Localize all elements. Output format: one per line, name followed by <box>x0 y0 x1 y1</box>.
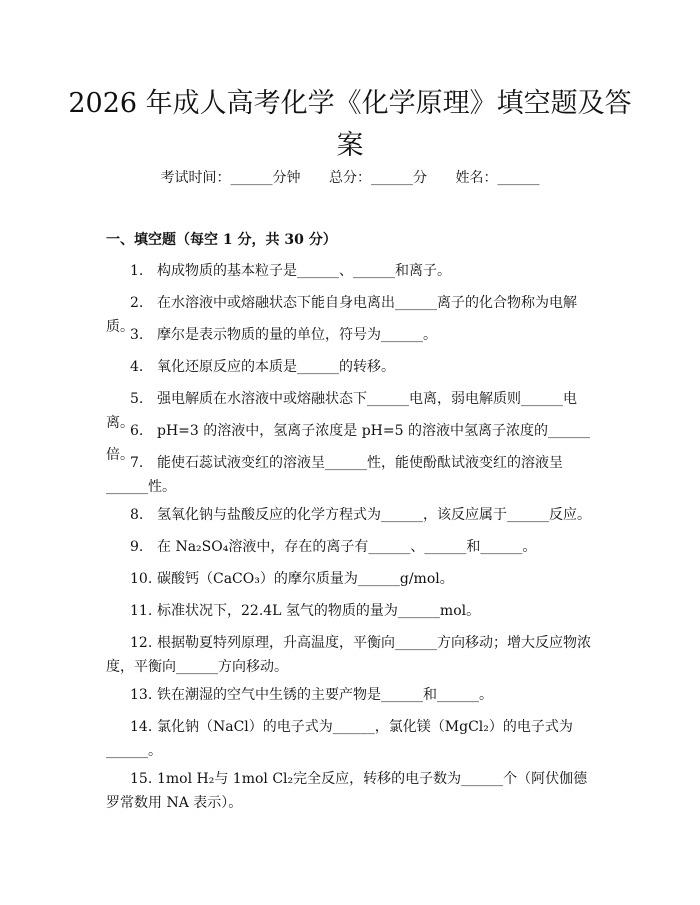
question-11 <box>106 599 600 623</box>
question-12 <box>106 631 600 679</box>
page-title: 2026 年成人高考化学《化学原理》填空题及答案 <box>68 88 632 161</box>
question-number: 10. <box>130 571 153 587</box>
question-7 <box>106 451 600 499</box>
total-score-field: 总分：______分 <box>329 170 427 186</box>
question-number: 4. <box>130 359 144 375</box>
question-1 <box>106 259 600 283</box>
question-text: 氯化钠（NaCl）的电子式为______，氯化镁（MgCl₂）的电子式为______。 <box>106 719 573 759</box>
question-15 <box>106 767 600 815</box>
question-8 <box>106 503 600 527</box>
student-name-field: 姓名：______ <box>455 170 540 186</box>
question-text: 碳酸钙（CaCO₃）的摩尔质量为______g/mol。 <box>157 571 454 587</box>
question-number: 2. <box>130 295 144 311</box>
question-number: 5. <box>130 391 144 407</box>
question-number: 9. <box>130 539 144 555</box>
question-9 <box>106 535 600 559</box>
question-number: 1. <box>130 263 144 279</box>
question-text: 氧化还原反应的本质是______的转移。 <box>157 359 395 375</box>
question-text: 1mol H₂与 1mol Cl₂完全反应，转移的电子数为______个（阿伏伽德罗常数用 NA 表示）。 <box>106 771 588 811</box>
question-text: pH=3 的溶液中，氢离子浓度是 pH=5 的溶液中氢离子浓度的______倍。 <box>106 423 590 463</box>
question-number: 15. <box>130 771 153 787</box>
question-text: 构成物质的基本粒子是______、______和离子。 <box>157 263 451 279</box>
question-14 <box>106 715 600 763</box>
question-text: 摩尔是表示物质的量的单位，符号为______。 <box>157 327 437 343</box>
question-number: 6. <box>130 423 144 439</box>
section-heading: 一、填空题（每空 1 分，共 30 分） <box>106 232 337 248</box>
question-text: 标准状况下，22.4L 氢气的物质的量为______mol。 <box>157 603 481 619</box>
question-text: 根据勒夏特列原理，升高温度，平衡向______方向移动；增大反应物浓度，平衡向______方向移动。 <box>106 635 591 675</box>
exam-info-line <box>0 168 700 188</box>
question-number: 13. <box>130 687 153 703</box>
question-4 <box>106 355 600 379</box>
question-number: 14. <box>130 719 153 735</box>
question-10 <box>106 567 600 591</box>
question-text: 氢氧化钠与盐酸反应的化学方程式为______，该反应属于______反应。 <box>157 507 591 523</box>
question-number: 12. <box>130 635 153 651</box>
question-number: 8. <box>130 507 144 523</box>
exam-time-field: 考试时间：______分钟 <box>160 170 301 186</box>
question-number: 7. <box>130 455 144 471</box>
question-13 <box>106 683 600 707</box>
question-3 <box>106 323 600 347</box>
question-text: 强电解质在水溶液中或熔融状态下______电离，弱电解质则______电离。 <box>106 391 577 431</box>
question-number: 3. <box>130 327 144 343</box>
question-text: 能使石蕊试液变红的溶液呈______性，能使酚酞试液变红的溶液呈______性。 <box>106 455 563 495</box>
question-text: 在水溶液中或熔融状态下能自身电离出______离子的化合物称为电解质。 <box>106 295 577 335</box>
question-number: 11. <box>130 603 153 619</box>
question-text: 铁在潮湿的空气中生锈的主要产物是______和______。 <box>157 687 493 703</box>
question-text: 在 Na₂SO₄溶液中，存在的离子有______、______和______。 <box>157 539 537 555</box>
